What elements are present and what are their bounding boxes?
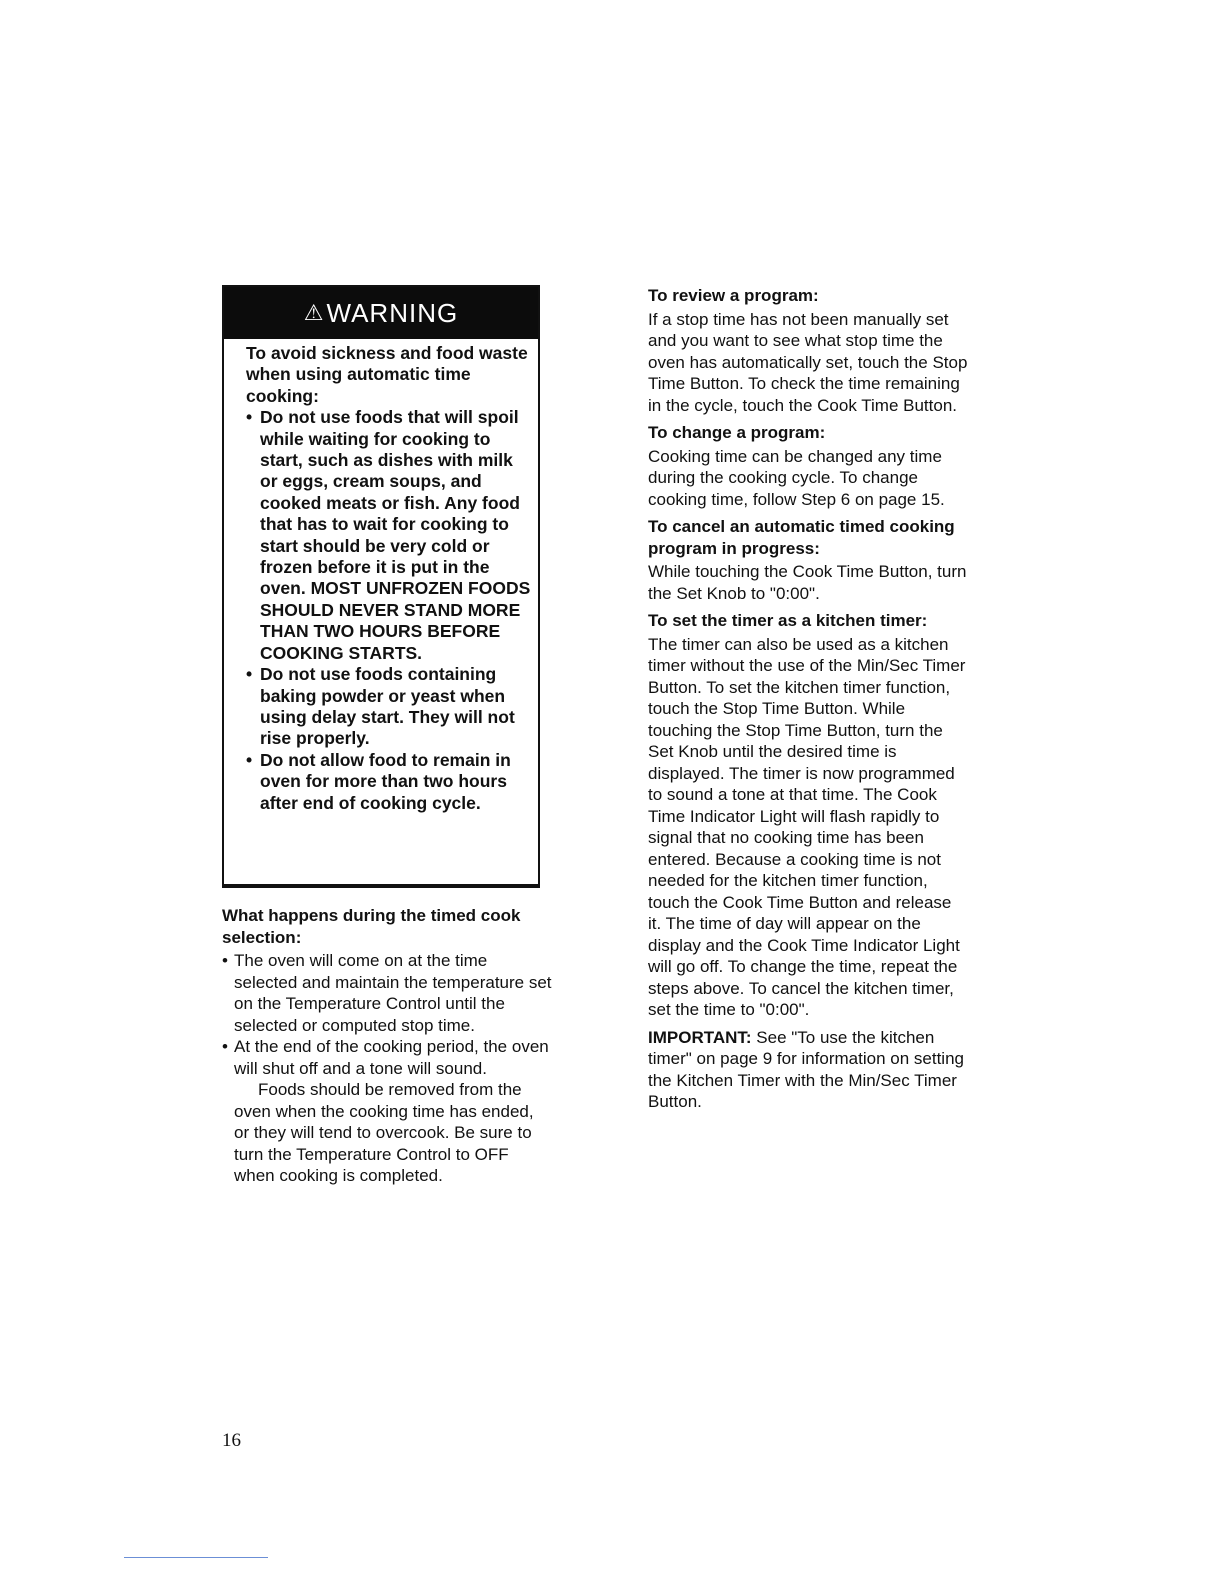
- important-text: See "To use the kitchen timer" on page 9 for information on setting the Kitchen Timer with the Min/Sec Timer Button.: [648, 1027, 964, 1111]
- warning-box: [222, 285, 540, 888]
- warning-bullet: • Do not use foods that will spoil while waiting for cooking to start, such as dishes with milk or eggs, cream soups, and cooked meats or fish. Any food that has to wait for cooking to start should be very cold or frozen before it is put in the oven. MOST UNFROZEN FOODS SHOULD NEVER STAND MORE THAN TWO HOURS BEFORE COOKING STARTS.: [246, 407, 532, 664]
- warning-title: WARNING: [326, 297, 459, 328]
- page-number: 16: [222, 1430, 241, 1451]
- warning-body: [224, 339, 538, 814]
- warning-triangle-icon: ⚠: [303, 300, 325, 325]
- divider: [124, 1557, 268, 1558]
- section-heading: To review a program:: [648, 286, 819, 305]
- warning-bullet: • Do not allow food to remain in oven for more than two hours after end of cooking cycle.: [246, 750, 532, 814]
- section-text: The timer can also be used as a kitchen timer without the use of the Min/Sec Timer Button. To set the kitchen timer function, touch the Stop Time Button. While touching the Stop Time Button, turn the Set Knob until the desired time is displayed. The timer is now programmed to sound a tone at that time. The Cook Time Indicator Light will flash rapidly to signal that no cooking time has been entered. Because a cooking time is not needed for the kitchen timer function, touch the Cook Time Button and release it. The time of day will appear on the display and the Cook Time Indicator Light will go off. To change the time, repeat the steps above. To cancel the kitchen timer, set the time to "0:00".: [648, 634, 966, 1019]
- section-text: If a stop time has not been manually set and you want to see what stop time the oven has automatically set, touch the Stop Time Button. To check the time remaining in the cycle, touch the Cook Time Button.: [648, 309, 968, 415]
- warning-list: [246, 407, 532, 814]
- section-heading: To set the timer as a kitchen timer:: [648, 611, 928, 630]
- list-item: • The oven will come on at the time selected and maintain the temperature set on the Temperature Control until the selected or computed stop time.: [222, 950, 552, 1036]
- important-note: [648, 1027, 968, 1113]
- right-column: [648, 285, 968, 1119]
- timed-cook-section: [222, 905, 552, 1187]
- warning-intro: To avoid sickness and food waste when using automatic time cooking:: [246, 343, 528, 406]
- warning-header: [224, 287, 538, 339]
- note-paragraph: Foods should be removed from the oven when the cooking time has ended, or they will tend to overcook. Be sure to turn the Temperature Control to OFF when cooking is completed.: [234, 1080, 534, 1185]
- section-heading: To change a program:: [648, 423, 826, 442]
- warning-bullet: • Do not use foods containing baking powder or yeast when using delay start. They will not rise properly.: [246, 664, 532, 750]
- section-text: Cooking time can be changed any time during the cooking cycle. To change cooking time, follow Step 6 on page 15.: [648, 446, 945, 509]
- section-heading: What happens during the timed cook selection:: [222, 906, 521, 947]
- section-heading: To cancel an automatic timed cooking program in progress:: [648, 517, 955, 558]
- section-text: While touching the Cook Time Button, turn the Set Knob to "0:00".: [648, 562, 967, 603]
- important-label: IMPORTANT:: [648, 1027, 752, 1047]
- list-item: • At the end of the cooking period, the oven will shut off and a tone will sound.: [222, 1036, 552, 1079]
